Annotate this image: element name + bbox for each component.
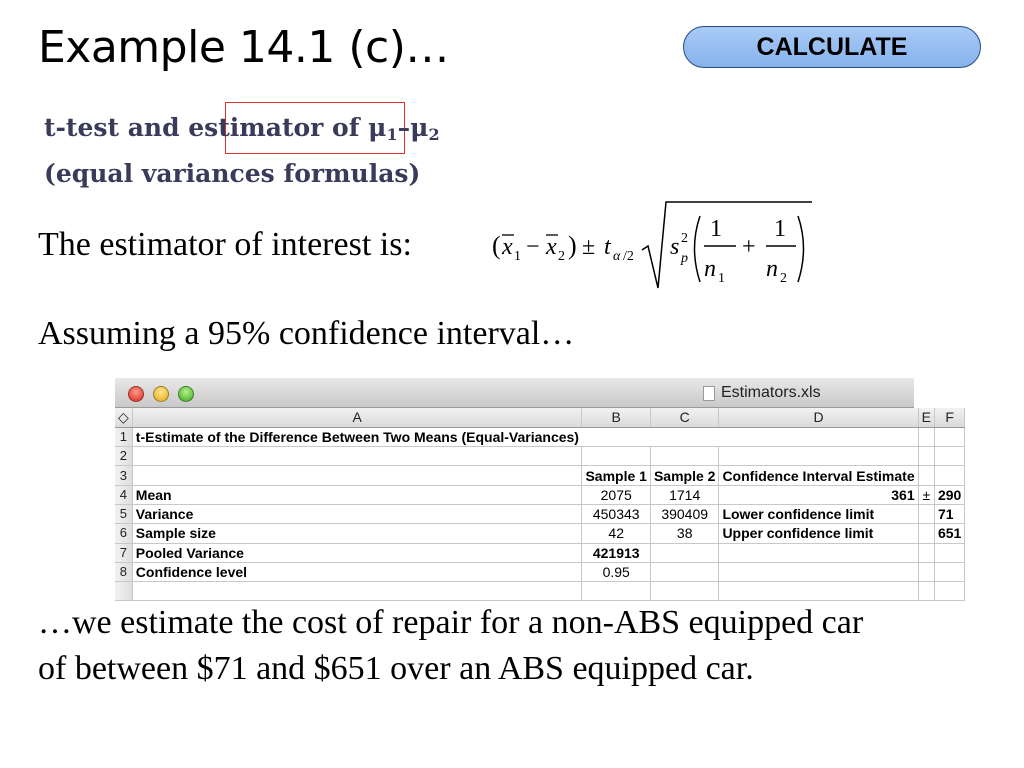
heading-boxed-word: estimator [188,113,324,142]
column-header-b[interactable]: B [582,408,650,427]
cell-d5[interactable]: Lower confidence limit [719,504,918,523]
calculate-button[interactable]: CALCULATE [683,26,981,68]
document-icon [703,386,715,401]
row-header[interactable]: 8 [115,562,132,581]
svg-text:s: s [670,234,680,260]
svg-text:1: 1 [774,216,786,242]
formula-heading [44,108,440,193]
cell-c3[interactable]: Sample 2 [650,466,718,485]
cell-c7[interactable] [650,543,718,562]
table-row [115,447,965,466]
svg-text:t: t [604,234,611,260]
heading-sub2: 2 [428,125,440,144]
table-row [115,485,965,504]
cell-f8[interactable] [934,562,964,581]
cell-b1[interactable] [582,427,650,446]
heading-pre: t-test and [44,113,189,142]
row-header[interactable]: 1 [115,427,132,446]
cell-f3[interactable] [934,466,964,485]
svg-text:(: ( [492,231,501,260]
cell-b2[interactable] [582,447,650,466]
svg-text:2: 2 [558,249,565,264]
svg-text:): ) [568,231,577,260]
row-header[interactable]: 3 [115,466,132,485]
cell-e2[interactable] [918,447,934,466]
svg-text:n: n [704,256,716,282]
spreadsheet-window [115,378,962,590]
conclusion-text [38,600,1018,692]
cell-f5[interactable]: 71 [934,504,964,523]
heading-sub1: 1 [386,125,398,144]
cell-c5[interactable]: 390409 [650,504,718,523]
svg-text:/2: /2 [623,249,634,264]
cell-a6[interactable]: Sample size [132,524,582,543]
cell-a7[interactable]: Pooled Variance [132,543,582,562]
column-header-e[interactable]: E [918,408,934,427]
formula-heading-line1 [44,108,440,154]
row-header[interactable]: 7 [115,543,132,562]
svg-text:1: 1 [514,249,521,264]
cell-c6[interactable]: 38 [650,524,718,543]
column-header-row [115,408,965,427]
cell-c8[interactable] [650,562,718,581]
cell-f1[interactable] [934,427,964,446]
column-header-d[interactable]: D [719,408,918,427]
svg-text:n: n [766,256,778,282]
cell-d4[interactable]: 361 [719,485,918,504]
cell-d3[interactable]: Confidence Interval Estimate [719,466,918,485]
cell-b6[interactable]: 42 [582,524,650,543]
cell-a5[interactable]: Variance [132,504,582,523]
confidence-assumption: Assuming a 95% confidence interval… [38,315,575,352]
cell-e9[interactable] [918,582,934,601]
cell-a3[interactable] [132,466,582,485]
select-all-corner[interactable]: ◇ [115,408,132,427]
cell-c4[interactable]: 1714 [650,485,718,504]
svg-text:α: α [613,249,621,264]
cell-e1[interactable] [918,427,934,446]
estimator-label: The estimator of interest is: [38,226,412,263]
cell-f9[interactable] [934,582,964,601]
table-row [115,524,965,543]
window-title-text: Estimators.xls [721,384,821,401]
table-row [115,543,965,562]
cell-f6[interactable]: 651 [934,524,964,543]
svg-text:+: + [742,234,756,260]
cell-a1[interactable]: t-Estimate of the Difference Between Two Means (Equal-Variances) [132,427,582,446]
heading-post: of μ [323,113,387,142]
cell-e6[interactable] [918,524,934,543]
cell-e4[interactable]: ± [918,485,934,504]
cell-f4[interactable]: 290 [934,485,964,504]
row-header[interactable] [115,582,132,601]
cell-b3[interactable]: Sample 1 [582,466,650,485]
table-row-partial [115,582,965,601]
close-window-icon[interactable] [128,386,144,402]
svg-text:2: 2 [780,271,787,286]
conclusion-line1: …we estimate the cost of repair for a non-ABS equipped car [38,604,864,641]
svg-text:2: 2 [681,231,688,246]
svg-text:x: x [502,234,513,260]
window-title [703,384,821,402]
column-header-a[interactable]: A [132,408,582,427]
cell-e3[interactable] [918,466,934,485]
heading-dash: –μ [397,113,429,142]
minimize-window-icon[interactable] [153,386,169,402]
row-header[interactable]: 4 [115,485,132,504]
row-header[interactable]: 5 [115,504,132,523]
cell-d1[interactable] [719,427,918,446]
cell-d9[interactable] [719,582,918,601]
window-titlebar[interactable] [115,378,914,408]
svg-text:±: ± [582,234,596,260]
spreadsheet-grid [115,408,965,601]
cell-f2[interactable] [934,447,964,466]
cell-d7[interactable] [719,543,918,562]
cell-e7[interactable] [918,543,934,562]
cell-e8[interactable] [918,562,934,581]
table-row [115,466,965,485]
cell-b9[interactable] [582,582,650,601]
cell-e5[interactable] [918,504,934,523]
cell-b7[interactable]: 421913 [582,543,650,562]
row-header[interactable]: 6 [115,524,132,543]
cell-c2[interactable] [650,447,718,466]
table-row [115,504,965,523]
column-header-f[interactable]: F [934,408,964,427]
table-row [115,562,965,581]
cell-b5[interactable]: 450343 [582,504,650,523]
cell-c9[interactable] [650,582,718,601]
cell-c1[interactable] [650,427,718,446]
row-header[interactable]: 2 [115,447,132,466]
formula-heading-line2: (equal variances formulas) [44,159,421,188]
cell-a2[interactable] [132,447,582,466]
svg-text:x: x [546,234,557,260]
estimator-formula [490,198,820,293]
zoom-window-icon[interactable] [178,386,194,402]
cell-b8[interactable]: 0.95 [582,562,650,581]
cell-a8[interactable]: Confidence level [132,562,582,581]
cell-f7[interactable] [934,543,964,562]
slide-title: Example 14.1 (c)… [38,22,449,73]
conclusion-line2: of between $71 and $651 over an ABS equipped car. [38,650,754,687]
cell-d8[interactable] [719,562,918,581]
column-header-c[interactable]: C [650,408,718,427]
cell-d2[interactable] [719,447,918,466]
cell-a9[interactable] [132,582,582,601]
svg-text:1: 1 [710,216,722,242]
cell-d6[interactable]: Upper confidence limit [719,524,918,543]
cell-a4[interactable]: Mean [132,485,582,504]
svg-text:−: − [526,234,540,260]
table-row [115,427,965,446]
svg-text:1: 1 [718,271,725,286]
svg-text:p: p [681,251,688,266]
cell-b4[interactable]: 2075 [582,485,650,504]
